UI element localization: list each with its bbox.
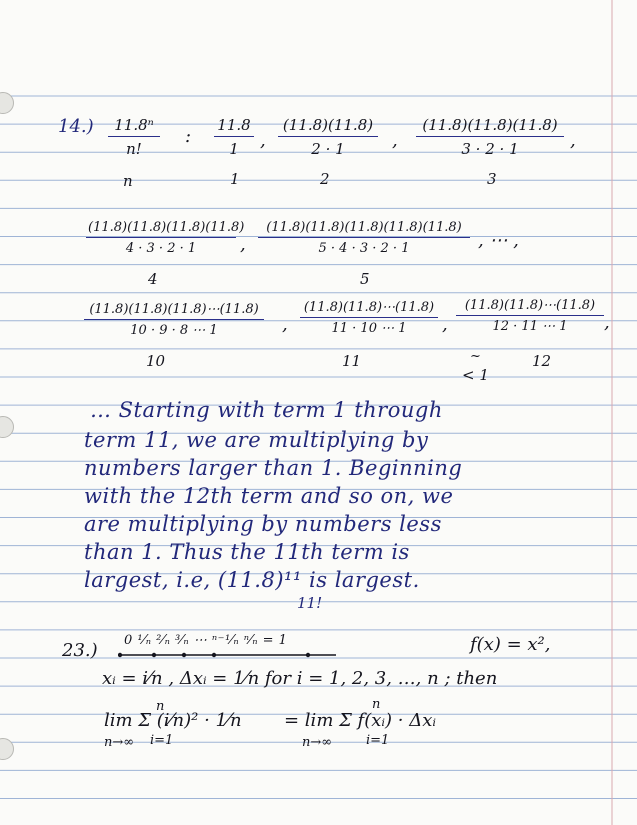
comma: , (260, 130, 266, 151)
function-def: f(x) = x², (470, 634, 551, 655)
number-line-tick (118, 653, 122, 657)
term-4 (86, 220, 245, 256)
limit-right: = lim Σ f(xᵢ) · Δxᵢ (284, 710, 436, 731)
comma: , (240, 234, 246, 255)
limit-subscript-left: n→∞ (104, 735, 135, 750)
index-2: 2 (320, 170, 330, 188)
term-12 (456, 298, 604, 334)
partition-definitions: xᵢ = i⁄n , Δxᵢ = 1⁄n for i = 1, 2, 3, …, n ; then (102, 668, 498, 689)
colon-sign: : (185, 126, 192, 147)
general-term-denominator: n! (126, 140, 142, 158)
term-1-denominator: 1 (229, 140, 239, 158)
limit-subscript-right: n→∞ (302, 735, 333, 750)
problem-23-label: 23.) (62, 640, 98, 661)
index-12: 12 (532, 352, 552, 370)
prose-line-7: largest, i.e, (11.8)¹¹ is largest. (84, 568, 420, 592)
comma: , (282, 314, 288, 335)
index-3: 3 (487, 170, 497, 188)
ellipsis-tail: , ⋯ , (478, 230, 519, 251)
term-4-numerator: (11.8)(11.8)(11.8)(11.8) (86, 220, 236, 238)
prose-line-2: term 11, we are multiplying by (84, 428, 429, 452)
sum-lower-left: i=1 (150, 733, 174, 748)
index-5: 5 (360, 270, 370, 288)
comma: , (604, 312, 610, 333)
term-11 (300, 300, 438, 336)
limit-left: lim Σ (i⁄n)² · 1⁄n (104, 710, 242, 731)
term-4-denominator: 4 · 3 · 2 · 1 (125, 241, 197, 256)
index-n: n (123, 172, 133, 190)
number-line-tick (306, 653, 310, 657)
prose-line-1: … Starting with term 1 through (90, 398, 443, 422)
index-11: 11 (342, 352, 362, 370)
term-3-numerator: (11.8)(11.8)(11.8) (416, 116, 564, 137)
prose-line-5: are multiplying by numbers less (84, 512, 442, 536)
prose-line-3: numbers larger than 1. Beginning (84, 456, 463, 480)
index-1: 1 (230, 170, 240, 188)
term-12-denominator: 12 · 11 ⋯ 1 (492, 319, 568, 334)
less-than-one-note: < 1 (462, 366, 489, 384)
comma: , (392, 130, 398, 151)
general-term (108, 116, 160, 158)
sum-lower-right: i=1 (366, 733, 390, 748)
number-line-tick (182, 653, 186, 657)
number-line-tick (152, 653, 156, 657)
sum-upper-right: n (372, 697, 381, 712)
term-2-denominator: 2 · 1 (311, 140, 345, 158)
term-5 (258, 220, 470, 256)
term-11-denominator: 11 · 10 ⋯ 1 (331, 321, 407, 336)
term-2-numerator: (11.8)(11.8) (278, 116, 378, 137)
term-3-denominator: 3 · 2 · 1 (461, 140, 519, 158)
prose-line-6: than 1. Thus the 11th term is (84, 540, 410, 564)
problem-14-label: 14.) (58, 116, 94, 137)
term-1 (214, 116, 254, 158)
term-5-denominator: 5 · 4 · 3 · 2 · 1 (318, 241, 410, 256)
sum-upper-left: n (156, 699, 165, 714)
term-10 (84, 302, 264, 338)
prose-denominator: 11! (297, 594, 323, 612)
index-10: 10 (146, 352, 166, 370)
number-line-tick (212, 653, 216, 657)
comma: , (442, 314, 448, 335)
term-2 (278, 116, 378, 158)
comma: , (570, 130, 576, 151)
term-10-denominator: 10 · 9 · 8 ⋯ 1 (130, 323, 218, 338)
squiggle-mark: ~ (470, 349, 481, 364)
term-12-numerator: (11.8)(11.8)⋯(11.8) (456, 298, 604, 316)
prose-line-4: with the 12th term and so on, we (84, 484, 454, 508)
partition-ticks: 0 ¹⁄ₙ ²⁄ₙ ³⁄ₙ ⋯ ⁿ⁻¹⁄ₙ ⁿ⁄ₙ = 1 (124, 633, 288, 648)
number-line (118, 648, 338, 662)
term-3 (416, 116, 564, 158)
term-10-numerator: (11.8)(11.8)(11.8)⋯(11.8) (84, 302, 264, 320)
term-11-numerator: (11.8)(11.8)⋯(11.8) (300, 300, 438, 318)
term-1-numerator: 11.8 (214, 116, 254, 137)
index-4: 4 (148, 270, 158, 288)
term-5-numerator: (11.8)(11.8)(11.8)(11.8)(11.8) (258, 220, 470, 238)
general-term-numerator: 11.8ⁿ (108, 116, 160, 137)
